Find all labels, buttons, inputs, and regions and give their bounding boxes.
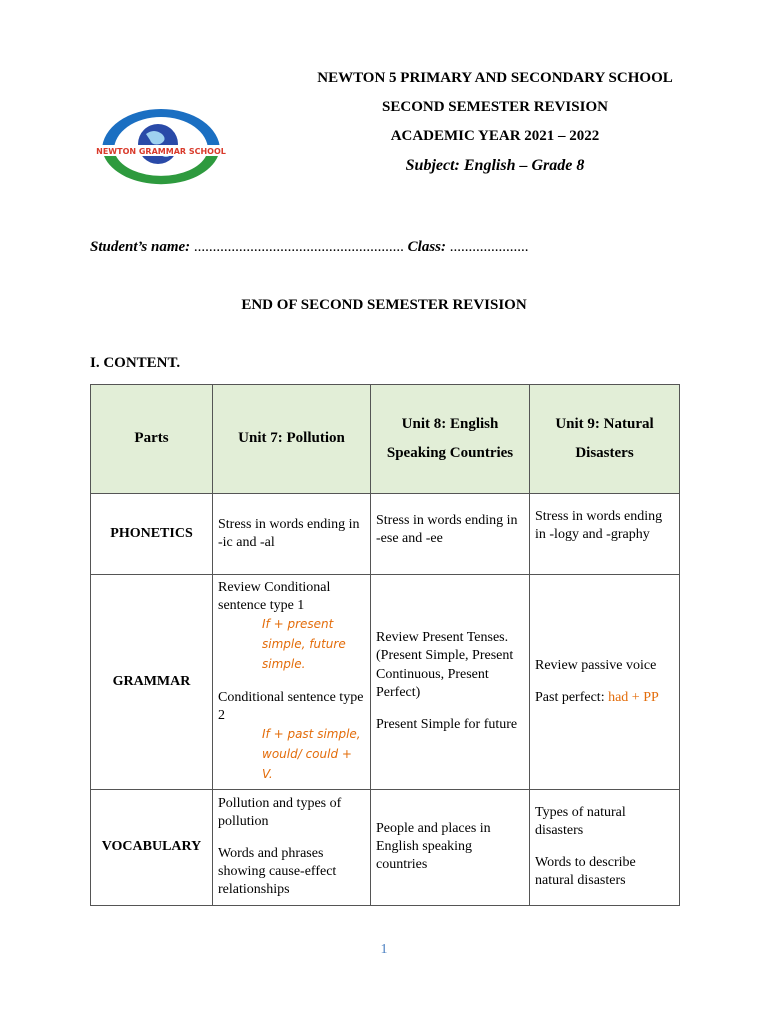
past-perfect-formula: had + PP bbox=[608, 689, 659, 705]
student-name-label: Student’s name: bbox=[90, 239, 191, 255]
describe-disasters-text: Words to describe natural disasters bbox=[535, 855, 636, 889]
document-title: END OF SECOND SEMESTER REVISION bbox=[241, 297, 527, 313]
header-unit7: Unit 7: Pollution bbox=[213, 385, 371, 494]
header-unit9: Unit 9: Natural Disasters bbox=[530, 385, 680, 494]
conditional-type1-formula: If + present simple, future simple. bbox=[262, 617, 346, 671]
academic-year: ACADEMIC YEAR 2021 – 2022 bbox=[390, 128, 600, 144]
cause-effect-text: Words and phrases showing cause-effect relationships bbox=[218, 845, 337, 898]
conditional-type2-title: Conditional sentence type 2 bbox=[218, 689, 364, 723]
grammar-unit8 bbox=[371, 575, 530, 790]
vocabulary-unit9 bbox=[530, 789, 680, 905]
table-row-vocabulary bbox=[91, 789, 680, 905]
school-name: NEWTON 5 PRIMARY AND SECONDARY SCHOOL bbox=[317, 70, 673, 86]
student-info-line bbox=[90, 239, 529, 256]
class-label: Class: bbox=[407, 239, 446, 255]
subject-line: Subject: English – Grade 8 bbox=[405, 157, 585, 174]
section-heading: I. CONTENT. bbox=[90, 355, 181, 371]
disaster-types-text: Types of natural disasters bbox=[535, 804, 626, 838]
grammar-unit7 bbox=[213, 575, 371, 790]
part-grammar: GRAMMAR bbox=[91, 575, 213, 790]
vocabulary-unit7 bbox=[213, 789, 371, 905]
pollution-types-text: Pollution and types of pollution bbox=[218, 795, 342, 829]
class-blank: ..................... bbox=[446, 239, 529, 255]
phonetics-unit8: Stress in words ending in -ese and -ee bbox=[371, 494, 530, 575]
vocabulary-unit8: People and places in English speaking countries bbox=[371, 789, 530, 905]
grammar-unit9 bbox=[530, 575, 680, 790]
phonetics-unit9: Stress in words ending in -logy and -graphy bbox=[530, 494, 680, 575]
page-number: 1 bbox=[380, 942, 388, 957]
header-unit8: Unit 8: English Speaking Countries bbox=[371, 385, 530, 494]
table-row-phonetics bbox=[91, 494, 680, 575]
school-logo bbox=[96, 104, 226, 196]
present-simple-future-text: Present Simple for future bbox=[376, 717, 518, 733]
conditional-type1-title: Review Conditional sentence type 1 bbox=[218, 580, 331, 614]
conditional-type2-formula: If + past simple, would/ could + V. bbox=[262, 727, 361, 781]
part-vocabulary: VOCABULARY bbox=[91, 789, 213, 905]
student-name-blank: ........................................................ bbox=[190, 239, 408, 255]
revision-title: SECOND SEMESTER REVISION bbox=[382, 99, 608, 115]
past-perfect-text bbox=[535, 689, 674, 707]
content-table bbox=[90, 384, 680, 906]
table-header-row bbox=[91, 385, 680, 494]
past-perfect-label: Past perfect: bbox=[535, 689, 609, 705]
passive-voice-text: Review passive voice bbox=[535, 657, 657, 673]
phonetics-unit7: Stress in words ending in -ic and -al bbox=[213, 494, 371, 575]
header-parts: Parts bbox=[91, 385, 213, 494]
part-phonetics: PHONETICS bbox=[91, 494, 213, 575]
table-row-grammar bbox=[91, 575, 680, 790]
svg-text:NEWTON GRAMMAR SCHOOL: NEWTON GRAMMAR SCHOOL bbox=[96, 147, 226, 156]
present-tenses-text: Review Present Tenses. (Present Simple, Present Continuous, Present Perfect) bbox=[376, 630, 514, 700]
